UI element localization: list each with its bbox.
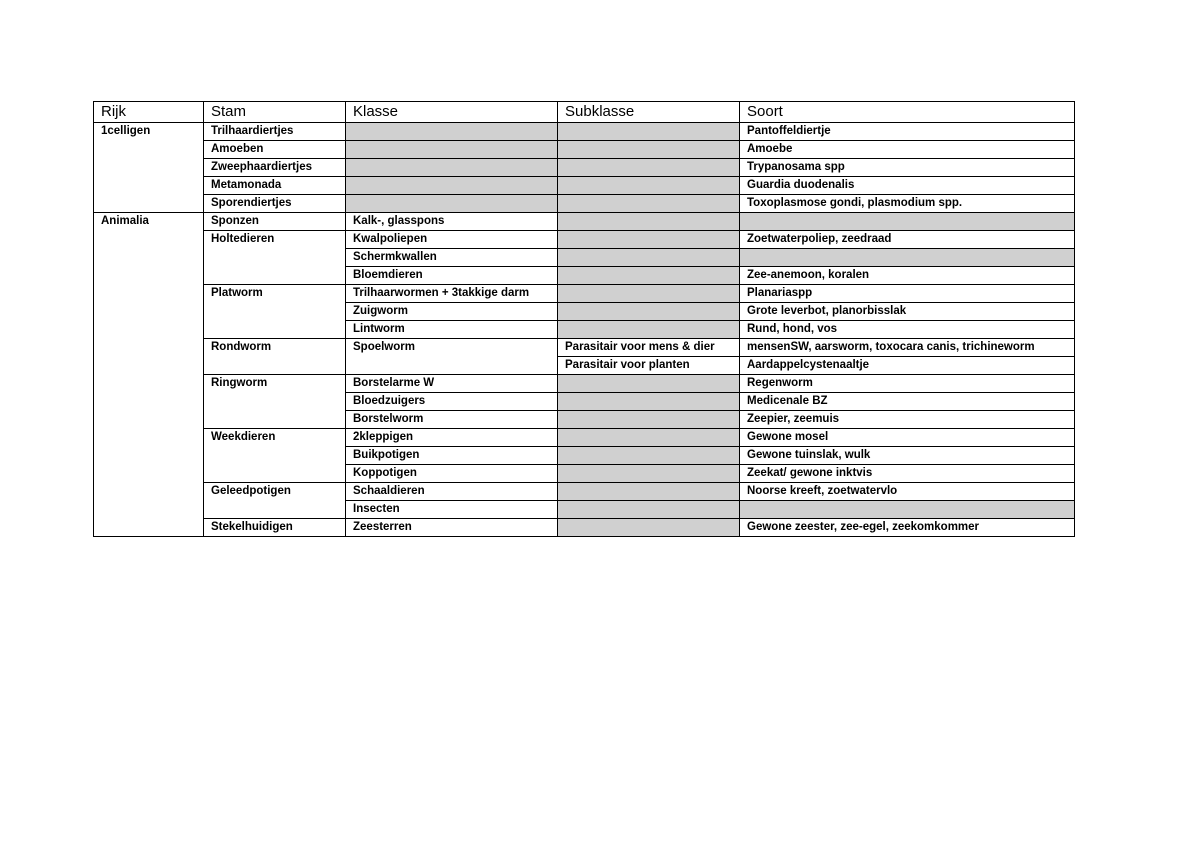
- table-row: [94, 213, 1075, 231]
- subklasse-cell: [558, 411, 740, 429]
- soort-cell: Zeekat/ gewone inktvis: [740, 465, 1075, 483]
- subklasse-cell: [558, 375, 740, 393]
- subklasse-cell: [558, 429, 740, 447]
- stam-cell: Stekelhuidigen: [204, 519, 346, 537]
- subklasse-cell: [558, 465, 740, 483]
- soort-cell: Zee-anemoon, koralen: [740, 267, 1075, 285]
- stam-cell: Zweephaardiertjes: [204, 159, 346, 177]
- soort-cell: Aardappelcystenaaltje: [740, 357, 1075, 375]
- soort-cell: [740, 249, 1075, 267]
- subklasse-cell: [558, 195, 740, 213]
- soort-cell: Gewone mosel: [740, 429, 1075, 447]
- subklasse-cell: [558, 213, 740, 231]
- soort-cell: Gewone tuinslak, wulk: [740, 447, 1075, 465]
- table-row: [94, 483, 1075, 501]
- subklasse-cell: [558, 483, 740, 501]
- klasse-cell: Trilhaarwormen + 3takkige darm: [346, 285, 558, 303]
- subklasse-cell: [558, 321, 740, 339]
- soort-cell: Noorse kreeft, zoetwatervlo: [740, 483, 1075, 501]
- header-rijk: Rijk: [94, 102, 204, 123]
- soort-cell: Pantoffeldiertje: [740, 123, 1075, 141]
- klasse-cell: Borstelarme W: [346, 375, 558, 393]
- stam-cell: Sponzen: [204, 213, 346, 231]
- rijk-cell: Animalia: [94, 213, 204, 537]
- klasse-cell: Buikpotigen: [346, 447, 558, 465]
- soort-cell: Zeepier, zeemuis: [740, 411, 1075, 429]
- klasse-cell: Schermkwallen: [346, 249, 558, 267]
- soort-cell: Grote leverbot, planorbisslak: [740, 303, 1075, 321]
- klasse-cell: Kalk-, glasspons: [346, 213, 558, 231]
- soort-cell: Trypanosama spp: [740, 159, 1075, 177]
- stam-cell: Rondworm: [204, 339, 346, 375]
- subklasse-cell: [558, 231, 740, 249]
- stam-cell: Sporendiertjes: [204, 195, 346, 213]
- stam-cell: Platworm: [204, 285, 346, 339]
- table-row: [94, 231, 1075, 249]
- klasse-cell: Spoelworm: [346, 339, 558, 375]
- table-row: [94, 195, 1075, 213]
- klasse-cell: [346, 177, 558, 195]
- subklasse-cell: [558, 447, 740, 465]
- stam-cell: Metamonada: [204, 177, 346, 195]
- subklasse-cell: [558, 141, 740, 159]
- subklasse-cell: [558, 519, 740, 537]
- stam-cell: Holtedieren: [204, 231, 346, 285]
- table-row: [94, 285, 1075, 303]
- soort-cell: Gewone zeester, zee-egel, zeekomkommer: [740, 519, 1075, 537]
- subklasse-cell: [558, 267, 740, 285]
- klasse-cell: Kwalpoliepen: [346, 231, 558, 249]
- klasse-cell: [346, 141, 558, 159]
- stam-cell: Geleedpotigen: [204, 483, 346, 519]
- subklasse-cell: [558, 159, 740, 177]
- table-body: [94, 123, 1075, 537]
- stam-cell: Amoeben: [204, 141, 346, 159]
- stam-cell: Ringworm: [204, 375, 346, 429]
- subklasse-cell: [558, 303, 740, 321]
- soort-cell: mensenSW, aarsworm, toxocara canis, trichineworm: [740, 339, 1075, 357]
- table-row: [94, 429, 1075, 447]
- soort-cell: Zoetwaterpoliep, zeedraad: [740, 231, 1075, 249]
- klasse-cell: Zeesterren: [346, 519, 558, 537]
- header-soort: Soort: [740, 102, 1075, 123]
- header-klasse: Klasse: [346, 102, 558, 123]
- soort-cell: Guardia duodenalis: [740, 177, 1075, 195]
- klasse-cell: Bloemdieren: [346, 267, 558, 285]
- stam-cell: Trilhaardiertjes: [204, 123, 346, 141]
- subklasse-cell: [558, 177, 740, 195]
- header-row: [94, 102, 1075, 123]
- klasse-cell: [346, 159, 558, 177]
- table-row: [94, 141, 1075, 159]
- stam-cell: Weekdieren: [204, 429, 346, 483]
- table-row: [94, 159, 1075, 177]
- soort-cell: Medicenale BZ: [740, 393, 1075, 411]
- klasse-cell: [346, 123, 558, 141]
- klasse-cell: 2kleppigen: [346, 429, 558, 447]
- taxonomy-table: [93, 101, 1075, 537]
- table-row: [94, 375, 1075, 393]
- header-subklasse: Subklasse: [558, 102, 740, 123]
- klasse-cell: Lintworm: [346, 321, 558, 339]
- klasse-cell: Schaaldieren: [346, 483, 558, 501]
- soort-cell: [740, 501, 1075, 519]
- rijk-cell: 1celligen: [94, 123, 204, 213]
- header-stam: Stam: [204, 102, 346, 123]
- subklasse-cell: Parasitair voor planten: [558, 357, 740, 375]
- klasse-cell: Insecten: [346, 501, 558, 519]
- klasse-cell: Bloedzuigers: [346, 393, 558, 411]
- klasse-cell: Zuigworm: [346, 303, 558, 321]
- klasse-cell: Koppotigen: [346, 465, 558, 483]
- table-row: [94, 123, 1075, 141]
- klasse-cell: [346, 195, 558, 213]
- subklasse-cell: [558, 249, 740, 267]
- subklasse-cell: [558, 285, 740, 303]
- subklasse-cell: [558, 123, 740, 141]
- soort-cell: Rund, hond, vos: [740, 321, 1075, 339]
- soort-cell: [740, 213, 1075, 231]
- klasse-cell: Borstelworm: [346, 411, 558, 429]
- soort-cell: Amoebe: [740, 141, 1075, 159]
- soort-cell: Planariaspp: [740, 285, 1075, 303]
- subklasse-cell: [558, 393, 740, 411]
- subklasse-cell: Parasitair voor mens & dier: [558, 339, 740, 357]
- table-row: [94, 339, 1075, 357]
- soort-cell: Toxoplasmose gondi, plasmodium spp.: [740, 195, 1075, 213]
- subklasse-cell: [558, 501, 740, 519]
- table-row: [94, 519, 1075, 537]
- table-row: [94, 177, 1075, 195]
- soort-cell: Regenworm: [740, 375, 1075, 393]
